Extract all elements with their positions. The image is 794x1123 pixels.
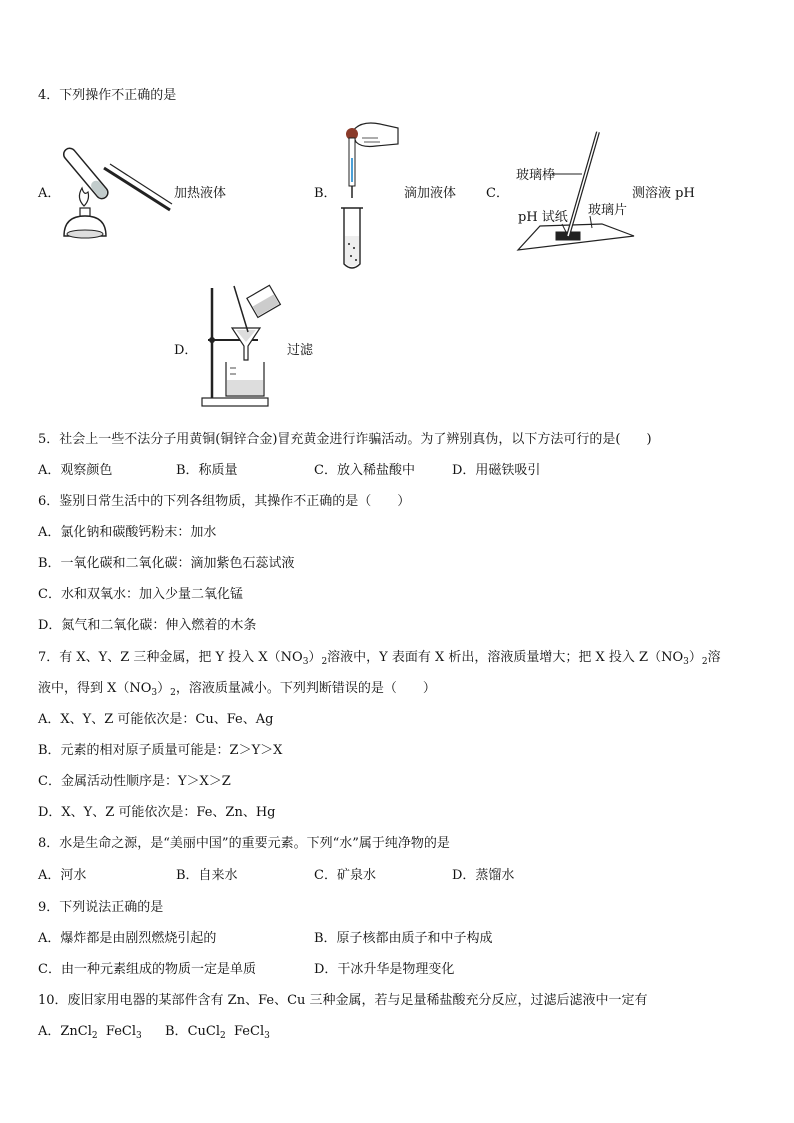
- q10-option-a[interactable]: A．ZnCl$_2$ FeCl$_3$: [38, 1024, 142, 1041]
- q7-option-c[interactable]: C．金属活动性顺序是：Y＞X＞Z: [38, 774, 231, 789]
- q7-option-d[interactable]: D．X、Y、Z 可能依次是：Fe、Zn、Hg: [38, 805, 276, 820]
- q9-option-a[interactable]: A．爆炸都是由剧烈燃烧引起的: [38, 931, 217, 946]
- q4-c-paper-callout: pH 试纸: [518, 210, 568, 225]
- q4-stem: 4．下列操作不正确的是: [38, 88, 177, 103]
- q8-stem: 8．水是生命之源，是“美丽中国”的重要元素。下列“水”属于纯净物的是: [38, 836, 450, 851]
- q4-option-c-label: 测溶液 pH: [632, 186, 695, 201]
- q5-stem: 5．社会上一些不法分子用黄铜(铜锌合金)冒充黄金进行诈骗活动。为了辨别真伪，以下方法可行的是( ): [38, 432, 652, 447]
- q4-option-a-letter[interactable]: A．: [38, 186, 61, 201]
- heating-liquid-figure: [58, 128, 178, 248]
- q5-option-a[interactable]: A．观察颜色: [38, 463, 113, 478]
- q6-stem: 6．鉴别日常生活中的下列各组物质，其操作不正确的是（ ）: [38, 494, 411, 509]
- q7-stem-line1: 7．有 X、Y、Z 三种金属，把 Y 投入 $X(NO_3)_2$溶液中，Y 表面有 X 析出，溶液质量增大；把 X 投入 $Z(NO_3)_2$溶: [38, 650, 721, 667]
- q5-option-d[interactable]: D．用磁铁吸引: [452, 463, 541, 478]
- q4-option-c-letter[interactable]: C．: [486, 186, 509, 201]
- ph-test-figure: [512, 128, 642, 258]
- q10-stem: 10．废旧家用电器的某部件含有 Zn、Fe、Cu 三种金属，若与足量稀盐酸充分反应，过滤后滤液中一定有: [38, 993, 648, 1008]
- q5-option-b[interactable]: B．称质量: [176, 463, 238, 478]
- q6-option-b[interactable]: B．一氧化碳和二氧化碳：滴加紫色石蕊试液: [38, 556, 295, 571]
- q4-c-rod-callout: 玻璃棒: [516, 168, 556, 183]
- q6-option-c[interactable]: C．水和双氧水：加入少量二氧化锰: [38, 587, 243, 602]
- q4-option-d-label: 过滤: [287, 343, 314, 358]
- q7-option-a[interactable]: A．X、Y、Z 可能依次是：Cu、Fe、Ag: [38, 712, 274, 727]
- q9-option-d[interactable]: D．干冰升华是物理变化: [314, 962, 455, 977]
- q4-option-d-letter[interactable]: D．: [174, 343, 198, 358]
- q5-option-c[interactable]: C．放入稀盐酸中: [314, 463, 415, 478]
- q9-stem: 9．下列说法正确的是: [38, 900, 164, 915]
- q9-option-c[interactable]: C．由一种元素组成的物质一定是单质: [38, 962, 256, 977]
- q7-stem-line2: 液中，得到 $X(NO_3)_2$，溶液质量减小。下列判断错误的是（ ）: [38, 681, 436, 698]
- q8-option-d[interactable]: D．蒸馏水: [452, 868, 515, 883]
- q9-option-b[interactable]: B．原子核都由质子和中子构成: [314, 931, 493, 946]
- q6-option-a[interactable]: A．氯化钠和碳酸钙粉末：加水: [38, 525, 217, 540]
- q8-option-a[interactable]: A．河水: [38, 868, 87, 883]
- q6-option-d[interactable]: D．氮气和二氧化碳：伸入燃着的木条: [38, 618, 257, 633]
- filtration-figure: [198, 284, 288, 410]
- q10-option-b[interactable]: B．CuCl$_2$ FeCl$_3$: [165, 1024, 270, 1041]
- dropping-liquid-figure: [332, 118, 402, 274]
- q8-option-b[interactable]: B．自来水: [176, 868, 238, 883]
- q8-option-c[interactable]: C．矿泉水: [314, 868, 376, 883]
- q7-option-b[interactable]: B．元素的相对原子质量可能是：Z＞Y＞X: [38, 743, 283, 758]
- q4-option-b-label: 滴加液体: [404, 186, 457, 201]
- q4-option-a-label: 加热液体: [174, 186, 227, 201]
- q4-c-plate-callout: 玻璃片: [588, 203, 628, 218]
- q4-option-b-letter[interactable]: B．: [314, 186, 337, 201]
